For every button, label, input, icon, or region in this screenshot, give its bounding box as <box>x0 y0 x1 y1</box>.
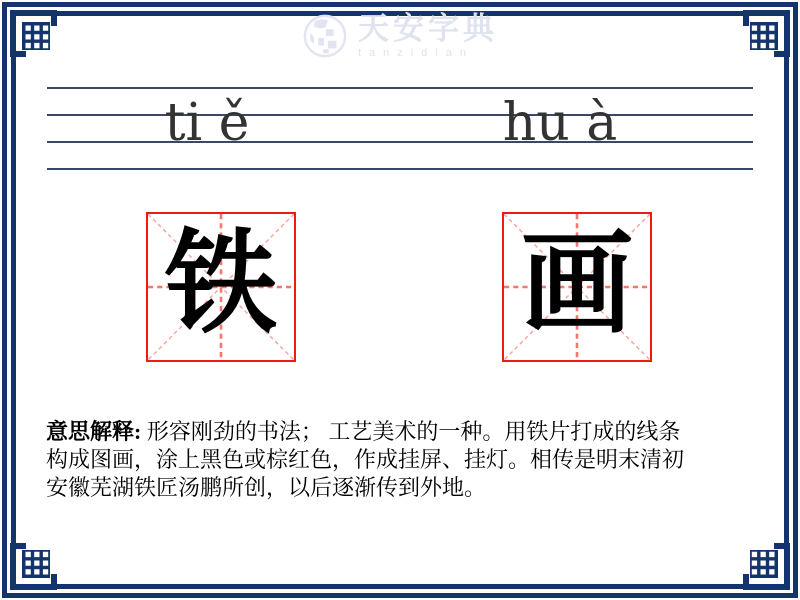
page-border-inner <box>11 11 789 589</box>
logo-subtitle: tanzidian <box>358 47 475 59</box>
corner-ornament-bottom-left <box>10 540 60 590</box>
meaning-section <box>46 418 762 502</box>
page-border-outer <box>2 2 798 598</box>
site-logo[interactable] <box>302 12 498 59</box>
corner-ornament-top-right <box>740 10 790 60</box>
corner-ornament-top-left <box>10 10 60 60</box>
meaning-line: 构成图画，涂上黑色或棕红色，作成挂屏、挂灯。相传是明末清初 <box>46 447 685 472</box>
seal-icon <box>302 13 348 59</box>
meaning-text: 形容刚劲的书法； 工艺美术的一种。用铁片打成的线条 <box>146 419 681 444</box>
pinyin-syllable-1: ti ě <box>164 93 250 153</box>
fret-corner-icon <box>10 540 60 590</box>
corner-ornament-bottom-right <box>740 540 790 590</box>
pinyin-guide-line <box>47 168 753 170</box>
logo-title: 天安字典 <box>358 11 498 46</box>
logo-text <box>358 12 498 59</box>
pinyin-syllable-2: hu à <box>502 93 618 153</box>
pinyin-guide-line <box>47 87 753 89</box>
meaning-label: 意思解释: <box>46 419 142 444</box>
meaning-line <box>46 418 762 446</box>
hanzi-character-2: 画 <box>521 218 633 349</box>
hanzi-character-1: 铁 <box>165 218 277 349</box>
fret-corner-icon <box>740 10 790 60</box>
fret-corner-icon <box>10 10 60 60</box>
character-box-2 <box>502 212 652 362</box>
meaning-line: 安徽芜湖铁匠汤鹏所创，以后逐渐传到外地。 <box>46 475 487 500</box>
character-box-1 <box>146 212 296 362</box>
fret-corner-icon <box>740 540 790 590</box>
